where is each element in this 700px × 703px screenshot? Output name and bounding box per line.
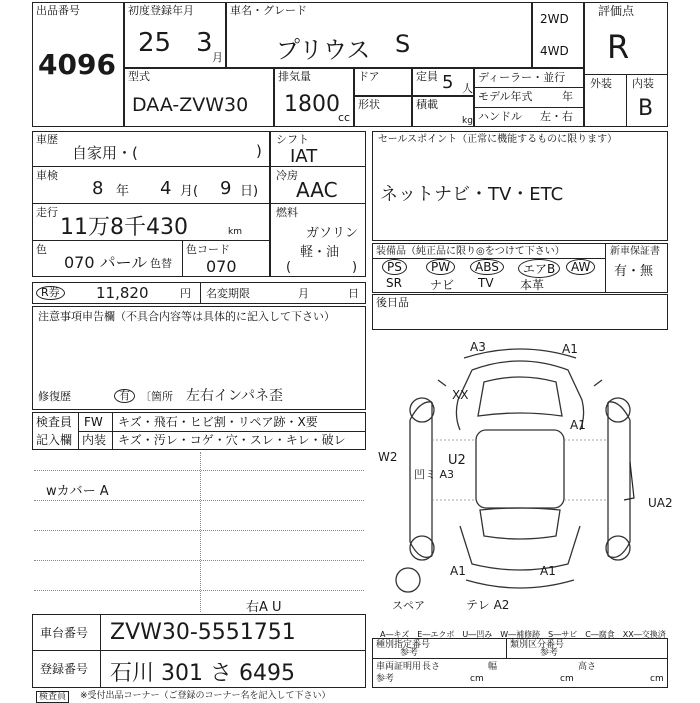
inspector-div <box>78 431 366 432</box>
cert-label: 車両証明用 <box>376 662 422 672</box>
notes-line-text: wカバー A <box>46 484 109 499</box>
chassis-split <box>100 614 101 688</box>
mileage-value: 11万8千430 <box>60 215 188 240</box>
inspector-fw: FW <box>84 415 103 429</box>
model-year-label: モデル年式 <box>478 90 533 103</box>
after-label: 後日品 <box>376 296 409 309</box>
note-line <box>34 590 364 591</box>
score-split <box>626 74 627 127</box>
int-grade: B <box>638 96 654 121</box>
reg-plate-label: 登録番号 <box>40 662 89 676</box>
spec-ref: 参考 <box>400 648 419 658</box>
mark-dent-a3: 凹ミ A3 <box>414 468 455 481</box>
reg-label: 初度登録年月 <box>128 4 194 17</box>
person-unit: 人 <box>462 82 473 95</box>
mark-rear-a1: A1 <box>450 564 466 578</box>
color-value: 070 パール <box>64 253 148 272</box>
mark-w2: W2 <box>378 450 398 464</box>
fuel-open: ( <box>286 260 292 275</box>
insp-year: 8 <box>92 178 104 199</box>
year-unit: 年 <box>562 90 573 103</box>
color-label: 色 <box>36 243 47 256</box>
equip-ps: PS <box>382 259 407 275</box>
dealer-div2 <box>474 107 584 108</box>
history-div3 <box>32 240 270 241</box>
recycle-amount: 11,820 <box>96 284 149 302</box>
car-name: プリウス <box>276 36 371 64</box>
inspector-label1: 検査員 <box>36 415 73 429</box>
mark-front-a3: A3 <box>470 340 486 354</box>
width-label: 幅 <box>488 662 498 672</box>
reg-month-unit: 月 <box>212 51 223 64</box>
shift-label: シフト <box>276 133 309 146</box>
mark-rear-a1b: A1 <box>540 564 556 578</box>
reg-month: 3 <box>196 28 213 58</box>
cc-unit: cc <box>338 111 351 124</box>
width-unit: cm <box>560 674 574 684</box>
fuel-light: 軽・油 <box>300 245 340 260</box>
cert-ref: 参考 <box>376 674 395 684</box>
repair-place-value: 左右インパネ歪 <box>186 388 284 404</box>
note-divider <box>200 452 201 612</box>
handle-value: 左・右 <box>540 110 573 123</box>
ext-label: 外装 <box>590 77 612 90</box>
equip-aw: AW <box>566 259 595 275</box>
shift-value: IAT <box>290 146 318 167</box>
inspector-row1: キズ・飛石・ヒビ割・リペア跡・X要 <box>118 415 318 429</box>
sales-label: セールスポイント（正常に機能するものに限ります） <box>378 134 618 145</box>
inspector-row2: キズ・汚レ・コゲ・穴・スレ・キレ・破レ <box>118 433 346 447</box>
fuel-label: 燃料 <box>276 206 298 219</box>
fuel-value: ガソリン <box>306 226 359 241</box>
equip-navi: ナビ <box>430 278 455 292</box>
handle-label: ハンドル <box>478 110 522 123</box>
equip-pw: PW <box>426 259 455 275</box>
length-unit: cm <box>470 674 484 684</box>
chassis-div <box>32 650 366 651</box>
name-label: 車名・グレード <box>230 4 307 17</box>
equip-leather: 本革 <box>520 278 545 292</box>
ac-label: 冷房 <box>276 169 298 182</box>
reg-plate-value: 石川 301 さ 6495 <box>110 661 295 686</box>
disp-value: 1800 <box>284 92 340 117</box>
score-label: 評価点 <box>598 4 635 18</box>
drive-4wd: 4WD <box>540 44 569 58</box>
lot-label: 出品番号 <box>36 4 80 17</box>
load-label: 積載 <box>416 98 438 111</box>
color-code-value: 070 <box>206 257 237 276</box>
mark-side-a1: A1 <box>570 418 586 432</box>
mark-front-a1: A1 <box>562 342 578 356</box>
fuel-close: ) <box>352 260 358 275</box>
after-box <box>372 294 668 330</box>
mark-xx: XX <box>452 388 469 402</box>
history-div1 <box>32 166 270 167</box>
drive-div2 <box>270 203 366 204</box>
warranty-label: 新車保証書 <box>610 246 660 257</box>
inspector-label2: 記入欄 <box>36 433 73 447</box>
km-unit: km <box>228 227 242 237</box>
note-line <box>34 530 364 531</box>
equip-label: 装備品（純正品に限り◎をつけて下さい） <box>376 246 565 257</box>
drive-div1 <box>270 166 366 167</box>
disp-label: 排気量 <box>278 70 311 83</box>
mark-rear-a2: テレ A2 <box>466 598 510 612</box>
int-label: 内装 <box>632 77 654 90</box>
color-code-label: 色コード <box>186 243 230 256</box>
history-close: ) <box>256 142 262 160</box>
height-unit: cm <box>650 674 664 684</box>
ac-value: AAC <box>296 178 338 202</box>
cap-value: 5 <box>442 72 454 93</box>
insp-day: 9 <box>220 178 232 199</box>
notes-label: 注意事項申告欄（不具合内容等は具体的に記入して下さい） <box>38 310 335 323</box>
note-line <box>34 500 364 501</box>
recycle-split <box>200 282 201 304</box>
inspector-split2 <box>112 412 113 450</box>
shape-label: 形状 <box>358 98 380 111</box>
history-div2 <box>32 203 270 204</box>
color-change-label: 色替 <box>150 257 172 270</box>
lot-number: 4096 <box>38 48 116 81</box>
class-ref: 参考 <box>540 648 559 658</box>
mileage-label: 走行 <box>36 206 58 219</box>
note-line <box>34 560 364 561</box>
repair-value: 有 <box>114 389 135 403</box>
chassis-value: ZVW30-5551751 <box>110 620 296 645</box>
inspector-naiso: 内装 <box>82 433 107 447</box>
change-day: 日 <box>348 287 359 300</box>
warranty-value: 有・無 <box>614 264 654 279</box>
mark-u2: U2 <box>448 453 466 468</box>
bottom-div <box>372 658 668 659</box>
recycle-label: R券 <box>36 286 65 300</box>
diagram-legend: A―キズ E―エクボ U―凹み W―補修跡 S―サビ C―腐食 XX―交換済 <box>380 630 666 639</box>
class-label: 類別区分番号 <box>510 640 565 650</box>
drive-2wd: 2WD <box>540 12 569 26</box>
reg-year: 25 <box>138 28 172 58</box>
chassis-label: 車台番号 <box>40 626 89 640</box>
history-label: 車歴 <box>36 133 58 146</box>
equip-airbag: エアB <box>518 259 560 278</box>
cap-label: 定員 <box>416 70 438 83</box>
dealer-div1 <box>474 87 584 88</box>
insp-day-unit: 日) <box>240 184 259 199</box>
equip-sr: SR <box>386 276 402 290</box>
insp-year-unit: 年 <box>116 184 130 199</box>
repair-label: 修復歴 <box>38 390 71 403</box>
note-line <box>34 470 364 471</box>
spec-label: 種別指定番号 <box>376 640 431 650</box>
insp-month: 4 <box>160 178 172 199</box>
bottom-split <box>506 638 507 658</box>
sales-value: ネットナビ・TV・ETC <box>380 184 564 205</box>
repair-place-label: 〔箇所 <box>140 390 173 403</box>
door-label: ドア <box>358 70 380 83</box>
change-label: 名変期限 <box>206 287 250 300</box>
footer-label: 検査員 <box>36 691 69 703</box>
model-label: 型式 <box>128 70 150 83</box>
dealer-label: ディーラー・並行 <box>478 71 566 84</box>
spare-label: スペア <box>392 599 425 612</box>
recycle-box <box>32 282 366 304</box>
car-grade: S <box>395 30 411 58</box>
history-value: 自家用・( <box>72 144 138 162</box>
equip-split <box>605 243 606 293</box>
change-month: 月 <box>298 287 309 300</box>
height-label: 高さ <box>578 662 597 672</box>
length-label: 長さ <box>422 662 441 672</box>
mark-ua2: UA2 <box>648 496 673 510</box>
inspection-label: 車検 <box>36 169 58 182</box>
kg-unit: kg <box>462 116 473 126</box>
insp-month-unit: 月( <box>180 184 199 199</box>
footer-note: ※受付出品コーナー（ご登録のコーナー名を記入して下さい） <box>80 691 331 701</box>
notes-line-text2: 右A U <box>246 600 282 615</box>
model-code: DAA-ZVW30 <box>132 94 249 116</box>
equip-tv: TV <box>478 276 494 290</box>
color-split <box>182 240 183 277</box>
recycle-yen: 円 <box>180 287 191 300</box>
score-value: R <box>607 28 630 66</box>
equip-abs: ABS <box>470 259 504 275</box>
